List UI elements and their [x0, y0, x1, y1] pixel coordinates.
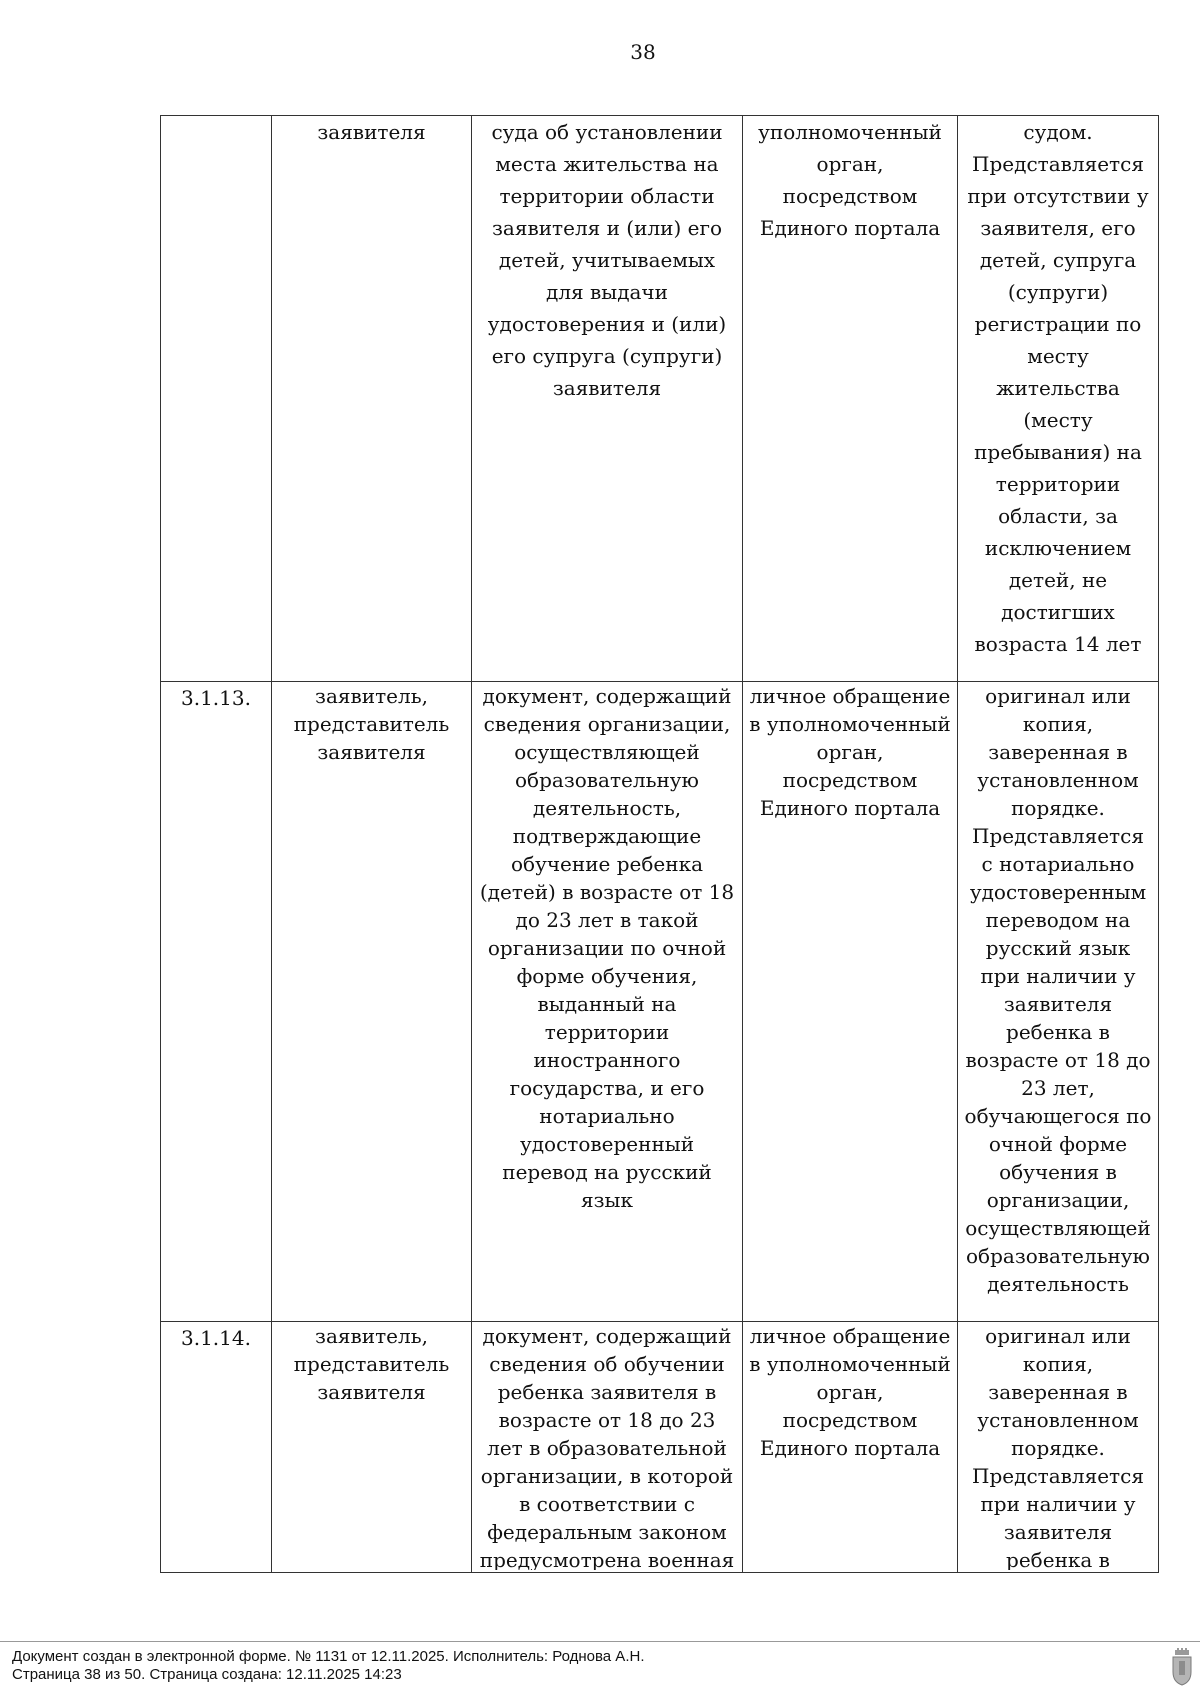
- cell-notes: судом. Представляется при отсутствии у заявителя, его детей, супруга (супруги) регистрации по месту жительства (месту пребывания) на территории области, за исключением детей, не достигших возраста 14 лет: [958, 116, 1159, 682]
- cell-notes: [958, 682, 1159, 1322]
- cell-document-text: документ, содержащий сведения об обучении ребенка заявителя в возрасте от 18 до 23 лет в образовательной организации, в которой в соответствии с федеральным законом предусмотрена военная: [479, 1324, 735, 1570]
- cell-document: [472, 682, 743, 1322]
- footer-line-1: Документ создан в электронной форме. № 1131 от 12.11.2025. Исполнитель: Роднова А.Н.: [12, 1648, 645, 1665]
- table-row: [161, 116, 1159, 682]
- cell-notes-text: оригинал или копия, заверенная в установленном порядке. Представляется с нотариально удостоверенным переводом на русский язык при наличии у заявителя ребенка в возрасте от 18 до 23 лет, обучающегося по очной форме обучения в организации, осуществляющей образовательную деятельность: [964, 684, 1152, 1296]
- cell-notes-text: оригинал или копия, заверенная в установленном порядке. Представляется при наличии у заявителя ребенка в: [972, 1324, 1144, 1570]
- documents-table: [160, 115, 1159, 1573]
- cell-applicant: заявитель, представитель заявителя: [272, 1322, 472, 1573]
- cell-method: личное обращение в уполномоченный орган, посредством Единого портала: [743, 1322, 958, 1573]
- footer-line-2: Страница 38 из 50. Страница создана: 12.11.2025 14:23: [12, 1666, 402, 1683]
- cell-applicant: заявителя: [272, 116, 472, 682]
- cell-document: суда об установлении места жительства на территории области заявителя и (или) его детей, учитываемых для выдачи удостоверения и (или) его супруга (супруги) заявителя: [472, 116, 743, 682]
- cell-applicant: заявитель, представитель заявителя: [272, 682, 472, 1322]
- table-row: [161, 682, 1159, 1322]
- footer: [12, 1648, 644, 1684]
- cell-number: 3.1.14.: [161, 1322, 272, 1573]
- table-row: [161, 1322, 1159, 1573]
- cell-number: [161, 116, 272, 682]
- page-number: 38: [630, 40, 656, 64]
- cell-notes: [958, 1322, 1159, 1573]
- cell-method: личное обращение в уполномоченный орган, посредством Единого портала: [743, 682, 958, 1322]
- footer-divider: [0, 1641, 1200, 1642]
- cell-method: уполномоченный орган, посредством Единого портала: [743, 116, 958, 682]
- cell-document-text: документ, содержащий сведения организации, осуществляющей образовательную деятельность, подтверждающие обучение ребенка (детей) в возрасте от 18 до 23 лет в такой организации по очной форме обучения, выданный на территории иностранного государства, и его нотариально удостоверенный перевод на русский язык: [479, 684, 735, 1212]
- cell-number: 3.1.13.: [161, 682, 272, 1322]
- coat-of-arms-icon: [1171, 1648, 1193, 1686]
- cell-document: [472, 1322, 743, 1573]
